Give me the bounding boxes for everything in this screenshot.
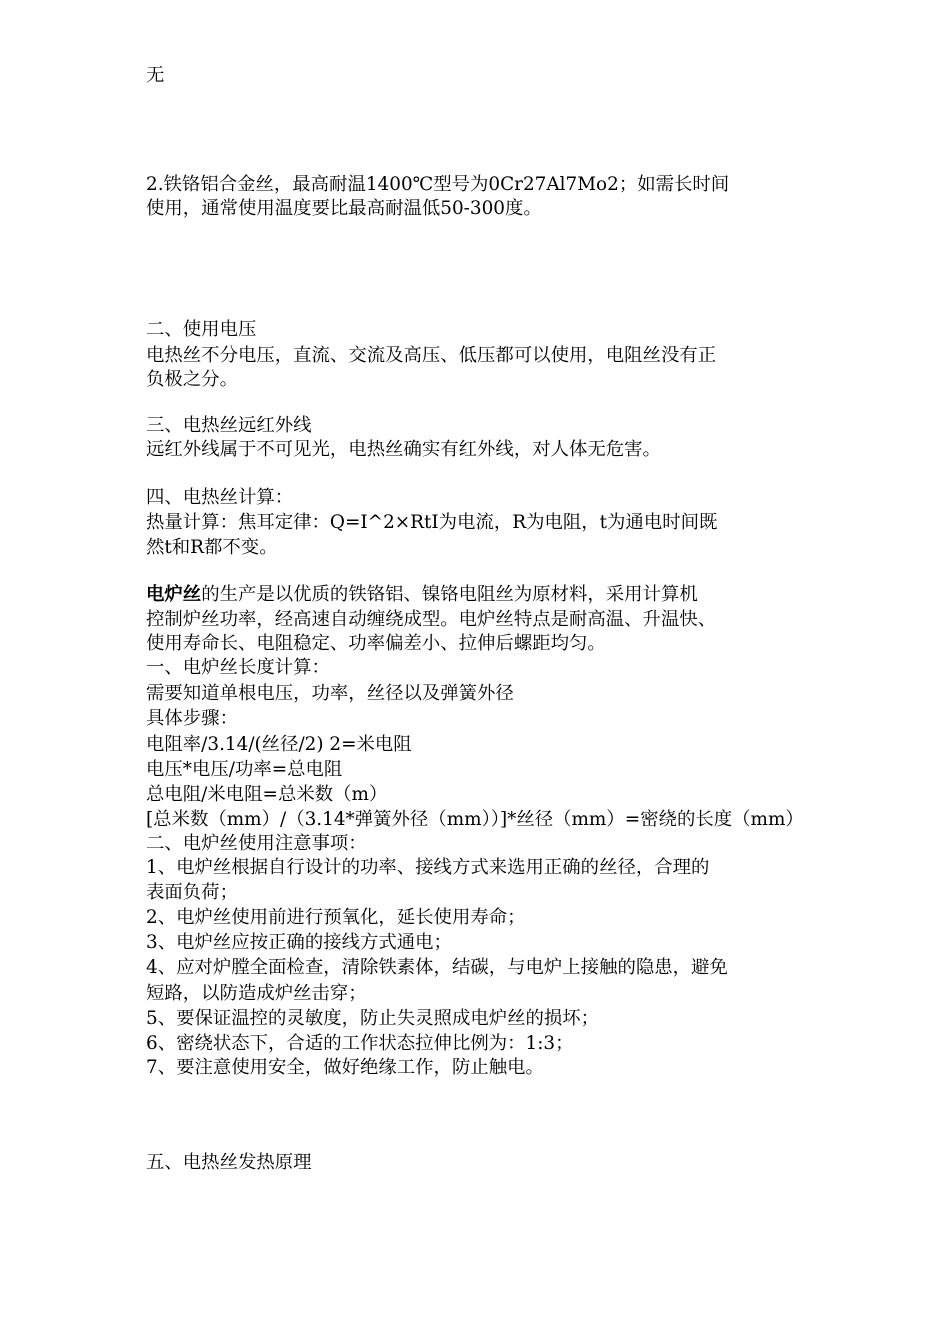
length-calc-step3: 总电阻/米电阻=总米数（m） [146,784,388,805]
top-note: 无 [146,65,165,86]
section3-heading: 三、电热丝远红外线 [146,415,312,436]
section4-line2: 然t和R都不变。 [146,537,278,558]
section2-line1: 电热丝不分电压，直流、交流及高压、低压都可以使用，电阻丝没有正 [146,345,717,366]
precaution-6: 6、密绕状态下，合适的工作状态拉伸比例为：1:3； [146,1033,574,1054]
precaution-7: 7、要注意使用安全，做好绝缘工作，防止触电。 [146,1057,544,1078]
precaution-3: 3、电炉丝应按正确的接线方式通电； [146,932,452,953]
item2-line2: 使用，通常使用温度要比最高耐温低50-300度。 [146,198,542,219]
length-calc-heading: 一、电炉丝长度计算： [146,657,330,678]
intro-line2: 控制炉丝功率，经高速自动缠绕成型。电炉丝特点是耐高温、升温快、 [146,609,717,630]
item2-line1: 2.铁铬铝合金丝，最高耐温1400℃型号为0Cr27Al7Mo2；如需长时间 [146,174,730,195]
precaution-1-line1: 1、电炉丝根据自行设计的功率、接线方式来选用正确的丝径，合理的 [146,857,710,878]
section2-line2: 负极之分。 [146,369,238,390]
section3-line1: 远红外线属于不可见光，电热丝确实有红外线，对人体无危害。 [146,439,661,460]
length-calc-step1: 电阻率/3.14/(丝径/2) 2=米电阻 [146,734,412,755]
intro-line1 [146,583,698,607]
section4-heading: 四、电热丝计算： [146,487,294,508]
precautions-heading: 二、电炉丝使用注意事项： [146,833,367,854]
intro-line1-rest: 的生产是以优质的铁铬铝、镍铬电阻丝为原材料，采用计算机 [201,584,698,605]
section4-line1: 热量计算：焦耳定律：Q=I^2×RtI为电流，R为电阻，t为通电时间既 [146,512,718,533]
precaution-4-line1: 4、应对炉膛全面检查，清除铁素体，结碳，与电炉上接触的隐患，避免 [146,957,728,978]
section5-heading: 五、电热丝发热原理 [146,1152,312,1173]
precaution-1-line2: 表面负荷； [146,882,238,903]
intro-bold-term: 电炉丝 [146,584,202,605]
precaution-4-line2: 短路，以防造成炉丝击穿； [146,983,367,1004]
precaution-2: 2、电炉丝使用前进行预氧化，延长使用寿命； [146,907,526,928]
length-calc-step4: [总米数（mm）/（3.14*弹簧外径（mm））]*丝径（mm）=密绕的长度（mm） [146,809,804,830]
precaution-5: 5、要保证温控的灵敏度，防止失灵照成电炉丝的损坏； [146,1008,600,1029]
section2-heading: 二、使用电压 [146,319,257,340]
intro-line3: 使用寿命长、电阻稳定、功率偏差小、拉伸后螺距均匀。 [146,633,606,654]
length-calc-step2: 电压*电压/功率=总电阻 [146,759,343,780]
length-calc-steps-label: 具体步骤： [146,708,238,729]
length-calc-need: 需要知道单根电压，功率，丝径以及弹簧外径 [146,683,514,704]
